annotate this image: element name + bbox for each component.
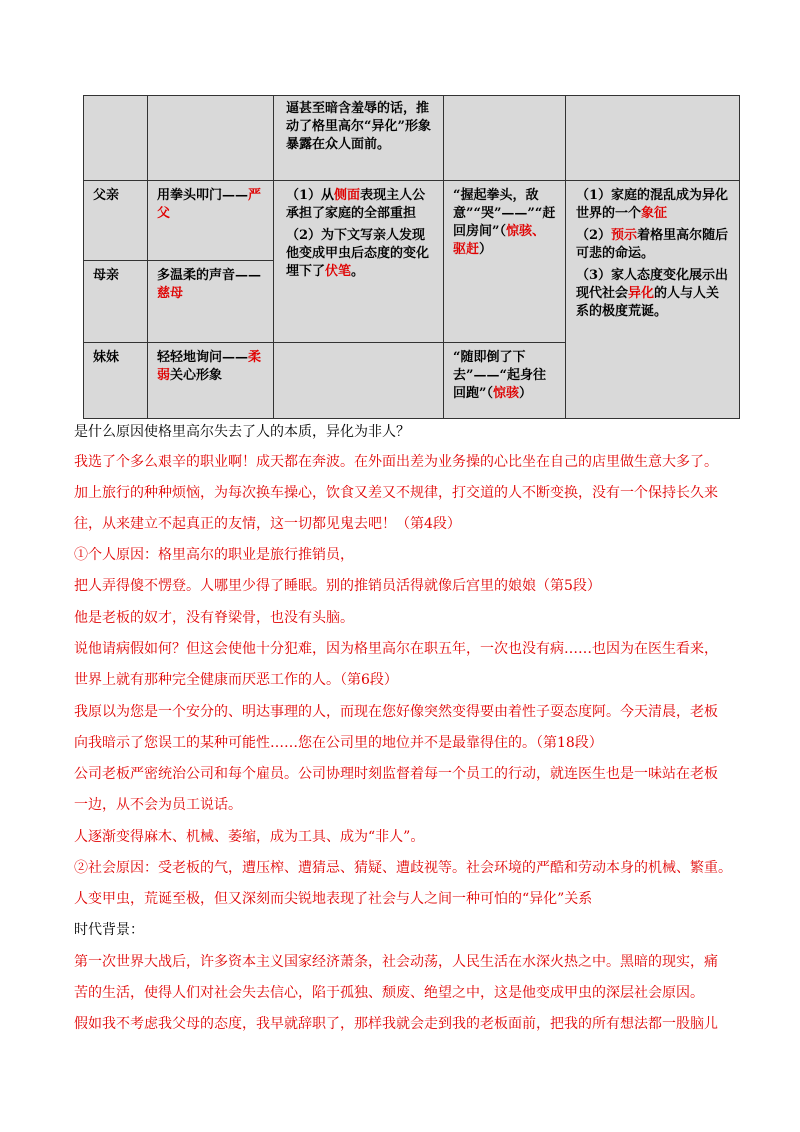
meaning-text: （1）家庭的混乱成为异化世界的一个 <box>576 188 729 221</box>
father-action <box>148 181 274 261</box>
paragraph-line: 人变甲虫，荒诞至极，但又深刻而尖锐地表现了社会与人之间一种可怕的“异化”关系 <box>74 891 593 907</box>
father-reaction <box>444 181 566 343</box>
mother-action-keyword: 慈母 <box>157 286 184 301</box>
analysis-text: 表现主人公承担了家庭的全部重担 <box>286 188 426 221</box>
paragraph-line: ①个人原因：格里高尔的职业是旅行推销员， <box>74 547 354 563</box>
mother-action <box>148 261 274 343</box>
paragraph-line: 向我暗示了您误工的某种可能性……您在公司里的地位并不是最靠得住的。（第18段） <box>74 735 603 751</box>
sister-action-text: 轻轻地询问—— <box>157 350 249 365</box>
mother-reaction <box>444 343 566 419</box>
paragraph-line: 人逐渐变得麻木、机械、萎缩，成为工具、成为“非人”。 <box>74 829 425 845</box>
paragraph-line: 苦的生活，使得人们对社会失去信心，陷于孤独、颓废、绝望之中，这是他变成甲虫的深层社会原因。 <box>74 985 704 1001</box>
mother-action-text: 多温柔的声音—— <box>157 268 262 283</box>
table-cell <box>444 96 566 181</box>
reaction-text: “握起拳头，敌意”“哭”——”“赶回房间”（ <box>453 188 556 239</box>
paragraph-line: 假如我不考虑我父母的态度，我早就辞职了，那样我就会走到我的老板面前，把我的所有想法都一股脑儿 <box>74 1016 718 1032</box>
analysis-point-2 <box>286 227 431 281</box>
analysis-keyword: 侧面 <box>334 188 361 203</box>
row-label-sister: 妹妹 <box>84 343 148 419</box>
question-line: 是什么原因使格里高尔失去了人的本质，异化为非人？ <box>74 424 410 440</box>
table-cell <box>566 96 740 181</box>
paragraph-line: 时代背景： <box>74 922 144 938</box>
meaning-text: 的人与人关系的极度荒诞。 <box>576 286 720 319</box>
table-cell <box>84 96 148 181</box>
reaction-keyword: 惊骇、驱赶 <box>453 224 545 257</box>
paragraph-line: 公司老板严密统治公司和每个雇员。公司协理时刻监督着每一个员工的行动，就连医生也是一味站在老板 <box>74 766 718 782</box>
paragraph-line: 世界上就有那种完全健康而厌恶工作的人。（第6段） <box>74 672 398 688</box>
father-action-text: 用拳头叩门—— <box>157 188 249 203</box>
paragraph-line: 一边，从不会为员工说话。 <box>74 797 242 813</box>
paragraph-line: 往，从来建立不起真正的友情，这一切都见鬼去吧！（第4段） <box>74 516 461 532</box>
row-label-father: 父亲 <box>84 181 148 261</box>
meaning-keyword: 象征 <box>641 206 668 221</box>
meaning-text: 着格里高尔随后可悲的命运。 <box>576 228 729 261</box>
sister-action <box>148 343 274 419</box>
paragraph-line: ②社会原因：受老板的气，遭压榨、遭猜忌、猜疑、遭歧视等。社会环境的严酷和劳动本身的机械、繁重。 <box>74 860 732 876</box>
analysis-text: 。 <box>351 264 365 279</box>
reaction-keyword: 惊骇 <box>492 386 519 401</box>
analysis-text: （2）为下文写亲人发现他变成甲虫后态度的变化埋下了 <box>286 228 430 279</box>
father-action-keyword: 严父 <box>157 188 262 221</box>
paragraph-line: 说他请病假如何？但这会使他十分犯难，因为格里高尔在职五年，一次也没有病……也因为在医生看来， <box>74 641 718 657</box>
reaction-text: ） <box>479 242 493 257</box>
paragraph-line: 把人弄得傻不愣登。人哪里少得了睡眠。别的推销员活得就像后宫里的娘娘（第5段） <box>74 578 601 594</box>
meaning-cell <box>566 181 740 419</box>
row-label-mother: 母亲 <box>84 261 148 343</box>
table-cell <box>148 96 274 181</box>
table-row <box>84 96 740 181</box>
table-row <box>84 181 740 261</box>
table-cell <box>274 343 444 419</box>
meaning-text: （3）家人态度变化展示出现代社会 <box>576 268 729 301</box>
sister-action-text: 关心形象 <box>170 368 223 383</box>
meaning-point-2 <box>576 227 729 263</box>
meaning-text: （2） <box>576 228 612 243</box>
analysis-keyword: 伏笔 <box>325 264 352 279</box>
reaction-text: ） <box>519 386 533 401</box>
table-cell: 逼甚至暗含羞辱的话，推动了格里高尔“异化”形象暴露在众人面前。 <box>274 96 444 181</box>
meaning-keyword: 异化 <box>628 286 655 301</box>
paragraph-line: 我选了个多么艰辛的职业啊！成天都在奔波。在外面出差为业务操的心比坐在自己的店里做生意大多了。 <box>74 454 718 470</box>
analysis-point-1 <box>286 187 431 223</box>
reaction-text: “随即倒了下去”——“起身往回跑”（ <box>453 350 546 401</box>
father-analysis <box>274 181 444 343</box>
meaning-keyword: 预示 <box>611 228 638 243</box>
sister-action-keyword: 柔弱 <box>157 350 262 383</box>
meaning-point-1 <box>576 187 729 223</box>
analysis-text: （1）从 <box>286 188 335 203</box>
paragraph-line: 我原以为您是一个安分的、明达事理的人，而现在您好像突然变得要由着性子耍态度阿。今天清晨，老板 <box>74 704 718 720</box>
paragraph-line: 第一次世界大战后，许多资本主义国家经济萧条，社会动荡，人民生活在水深火热之中。黑暗的现实，痛 <box>74 954 718 970</box>
paragraph-line: 加上旅行的种种烦恼，为每次换车操心，饮食又差又不规律，打交道的人不断变换，没有一个保持长久来 <box>74 485 718 501</box>
analysis-table <box>83 95 740 419</box>
paragraph-line: 他是老板的奴才，没有脊梁骨，也没有头脑。 <box>74 610 354 626</box>
meaning-point-3 <box>576 267 729 321</box>
